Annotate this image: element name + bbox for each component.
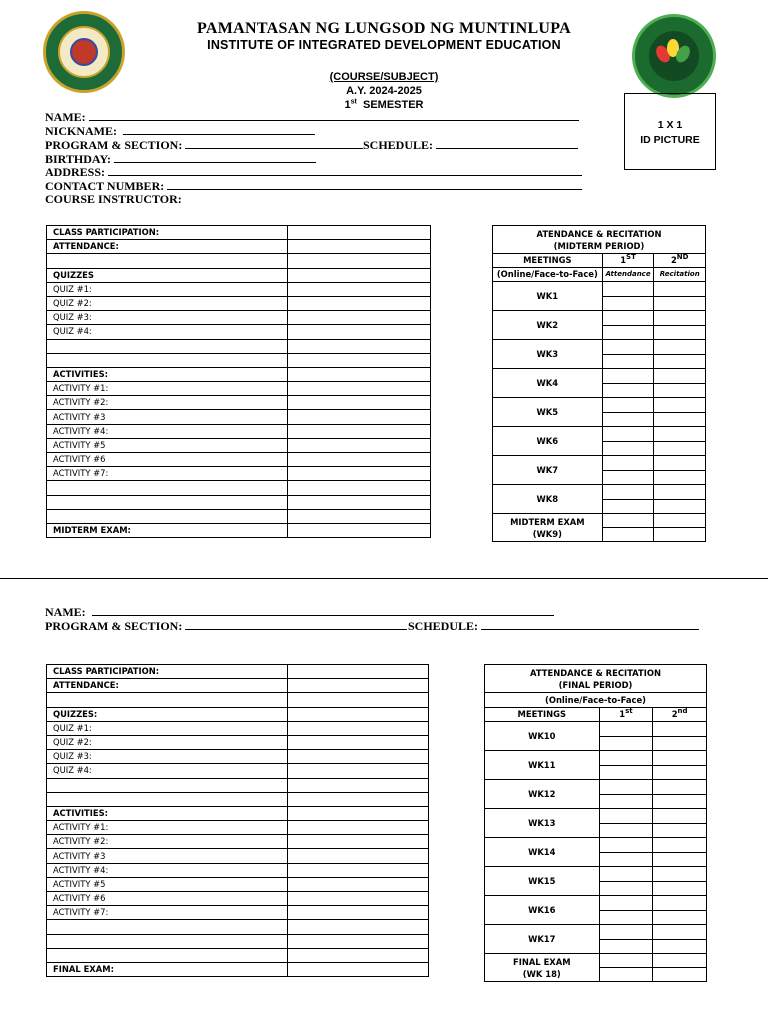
grade-label [47,509,288,523]
grade-label [47,693,288,707]
recitation-cell[interactable] [654,514,706,528]
grade-label: ACTIVITY #2: [47,835,288,849]
grade-value-cell[interactable] [288,523,431,537]
grade-row [47,367,431,381]
grade-row [47,509,431,523]
week-label: WK14 [485,838,600,867]
week-label: WK16 [485,896,600,925]
attendance-cell[interactable] [599,896,653,911]
grade-row [47,254,431,268]
grade-row [47,863,429,877]
grade-value-cell[interactable] [288,892,429,906]
grade-row [47,721,429,735]
grade-label: ACTIVITY #7: [47,906,288,920]
midterm-attendance-title: ATENDANCE & RECITATION (MIDTERM PERIOD) [493,226,706,254]
grade-label [47,934,288,948]
grade-label: ACTIVITIES: [47,806,288,820]
grade-row [47,892,429,906]
grade-label [47,792,288,806]
midterm-exam-week: MIDTERM EXAM (WK9) [493,514,603,542]
grade-label [47,920,288,934]
grade-label: ACTIVITY #6 [47,892,288,906]
recitation-cell[interactable] [654,485,706,500]
attendance-cell[interactable] [602,383,654,398]
grade-row [47,764,429,778]
grade-row [47,353,431,367]
grade-value-cell[interactable] [288,735,429,749]
grade-label [47,254,288,268]
grade-label: QUIZ #4: [47,325,288,339]
grade-row [47,693,429,707]
week-label: WK3 [493,340,603,369]
final-attendance-title: ATTENDANCE & RECITATION (FINAL PERIOD) [485,665,707,693]
university-name: PAMANTASAN NG LUNGSOD NG MUNTINLUPA [196,20,572,37]
grade-value-cell[interactable] [288,962,429,976]
grade-value-cell[interactable] [288,268,431,282]
nickname-field[interactable]: NICKNAME: [45,125,315,139]
birthday-field[interactable]: BIRTHDAY: [45,153,316,167]
grade-value-cell[interactable] [288,467,431,481]
grade-row [47,339,431,353]
grade-row [47,268,431,282]
attendance-cell[interactable] [599,852,653,867]
grade-row [47,481,431,495]
grade-label: ACTIVITY #5 [47,877,288,891]
recitation-cell[interactable] [653,968,707,982]
grade-row [47,665,429,679]
mode-header: (Online/Face-to-Face) [493,268,603,282]
second-header: 2ND [654,254,706,268]
grade-label: ACTIVITIES: [47,367,288,381]
attendance-cell[interactable] [599,794,653,809]
grade-row [47,920,429,934]
grade-value-cell[interactable] [288,311,431,325]
attendance-cell[interactable] [602,456,654,471]
grade-value-cell[interactable] [288,707,429,721]
recitation-cell[interactable] [654,499,706,514]
week-label: WK12 [485,780,600,809]
grade-label: ATTENDANCE: [47,679,288,693]
grade-value-cell[interactable] [288,438,431,452]
grade-label: ACTIVITY #4: [47,424,288,438]
grade-value-cell[interactable] [288,948,429,962]
recitation-cell[interactable] [654,325,706,340]
program-section-field[interactable]: PROGRAM & SECTION: [45,139,363,153]
grade-value-cell[interactable] [288,721,429,735]
attendance-cell[interactable] [602,427,654,442]
grade-value-cell[interactable] [288,424,431,438]
grade-value-cell[interactable] [288,877,429,891]
grade-value-cell[interactable] [288,410,431,424]
grade-label: ACTIVITY #7: [47,467,288,481]
attendance-cell[interactable] [599,925,653,940]
recitation-cell[interactable] [653,939,707,954]
grade-value-cell[interactable] [288,481,431,495]
grade-row [47,821,429,835]
week-label: WK7 [493,456,603,485]
attendance-cell[interactable] [599,939,653,954]
grade-row [47,948,429,962]
attendance-cell[interactable] [602,311,654,326]
grade-row [47,495,431,509]
attendance-cell[interactable] [602,325,654,340]
grade-value-cell[interactable] [288,296,431,310]
meetings-header: MEETINGS [493,254,603,268]
grade-row [47,325,431,339]
grade-label [47,495,288,509]
attendance-cell[interactable] [602,470,654,485]
attendance-header: Attendance [602,268,654,282]
attendance-cell[interactable] [599,765,653,780]
grade-row [47,778,429,792]
midterm-attendance-table [492,225,706,542]
grade-row [47,467,431,481]
grade-label [47,948,288,962]
recitation-cell[interactable] [654,383,706,398]
course-title: (COURSE/SUBJECT) [329,71,439,83]
recitation-cell[interactable] [653,954,707,968]
recitation-cell[interactable] [654,456,706,471]
grade-value-cell[interactable] [288,665,429,679]
week-label: WK4 [493,369,603,398]
grade-value-cell[interactable] [288,920,429,934]
grade-value-cell[interactable] [288,934,429,948]
final-attendance-table [484,664,707,982]
grade-row [47,311,431,325]
recitation-header: Recitation [654,268,706,282]
grade-label: QUIZ #2: [47,296,288,310]
grade-label: CLASS PARTICIPATION: [47,226,288,240]
grade-label: FINAL EXAM: [47,962,288,976]
second-header-2: 2nd [653,708,707,722]
grade-label [47,481,288,495]
recitation-cell[interactable] [653,823,707,838]
grade-label: ATTENDANCE: [47,240,288,254]
grade-row [47,282,431,296]
grade-value-cell[interactable] [288,396,431,410]
week-label: WK15 [485,867,600,896]
grade-row [47,396,431,410]
grade-label: QUIZ #1: [47,282,288,296]
grade-label: QUIZ #3: [47,750,288,764]
attendance-cell[interactable] [599,838,653,853]
grade-value-cell[interactable] [288,764,429,778]
attendance-cell[interactable] [599,954,653,968]
attendance-cell[interactable] [602,398,654,413]
name-field-2[interactable]: NAME: [45,606,554,620]
grade-row [47,226,431,240]
grade-row [47,835,429,849]
recitation-cell[interactable] [653,896,707,911]
grade-row [47,424,431,438]
recitation-cell[interactable] [654,296,706,311]
grade-row [47,849,429,863]
grade-row [47,962,429,976]
recitation-cell[interactable] [653,794,707,809]
grade-label: QUIZZES: [47,707,288,721]
grade-label [47,778,288,792]
grade-row [47,240,431,254]
grade-value-cell[interactable] [288,226,431,240]
grade-value-cell[interactable] [288,863,429,877]
grade-label: QUIZ #4: [47,764,288,778]
recitation-cell[interactable] [653,722,707,737]
grade-row [47,523,431,537]
recitation-cell[interactable] [654,528,706,542]
grade-value-cell[interactable] [288,509,431,523]
recitation-cell[interactable] [653,867,707,882]
grade-value-cell[interactable] [288,495,431,509]
grade-label: QUIZ #3: [47,311,288,325]
attendance-cell[interactable] [602,412,654,427]
recitation-cell[interactable] [654,398,706,413]
grade-label: ACTIVITY #3 [47,410,288,424]
id-picture-box: 1 X 1 ID PICTURE [624,93,716,170]
grade-label: ACTIVITY #4: [47,863,288,877]
grade-row [47,934,429,948]
semester: 1st SEMESTER [344,98,424,111]
grade-label: ACTIVITY #5 [47,438,288,452]
recitation-cell[interactable] [654,311,706,326]
address-field[interactable]: ADDRESS: [45,166,582,180]
attendance-cell[interactable] [602,514,654,528]
grade-value-cell[interactable] [288,806,429,820]
recitation-cell[interactable] [654,427,706,442]
attendance-cell[interactable] [599,881,653,896]
attendance-cell[interactable] [602,441,654,456]
schedule-field-2[interactable]: SCHEDULE: [408,620,699,634]
attendance-cell[interactable] [599,910,653,925]
grade-label: CLASS PARTICIPATION: [47,665,288,679]
grade-value-cell[interactable] [288,792,429,806]
grade-value-cell[interactable] [288,282,431,296]
attendance-cell[interactable] [599,751,653,766]
grade-label [47,339,288,353]
grade-row [47,438,431,452]
grade-value-cell[interactable] [288,254,431,268]
recitation-cell[interactable] [653,780,707,795]
grade-value-cell[interactable] [288,849,429,863]
week-label: WK13 [485,809,600,838]
grade-value-cell[interactable] [288,679,429,693]
grade-value-cell[interactable] [288,693,429,707]
week-label: WK6 [493,427,603,456]
grade-value-cell[interactable] [288,835,429,849]
week-label: WK10 [485,722,600,751]
grade-value-cell[interactable] [288,906,429,920]
recitation-cell[interactable] [654,470,706,485]
grade-value-cell[interactable] [288,367,431,381]
week-label: WK11 [485,751,600,780]
grade-label: QUIZZES [47,268,288,282]
grade-row [47,806,429,820]
final-exam-week: FINAL EXAM (WK 18) [485,954,600,982]
recitation-cell[interactable] [654,354,706,369]
name-field[interactable]: NAME: [45,111,579,125]
recitation-cell[interactable] [653,765,707,780]
recitation-cell[interactable] [654,340,706,355]
program-section-field-2[interactable]: PROGRAM & SECTION: [45,620,407,634]
academic-year: A.Y. 2024-2025 [346,85,422,97]
grade-row [47,679,429,693]
final-grades-table [46,664,429,977]
recitation-cell[interactable] [654,282,706,297]
grade-row [47,735,429,749]
grade-label: ACTIVITY #1: [47,382,288,396]
grade-label [47,353,288,367]
grade-label: ACTIVITY #1: [47,821,288,835]
recitation-cell[interactable] [653,852,707,867]
grade-row [47,792,429,806]
grade-label: ACTIVITY #3 [47,849,288,863]
recitation-cell[interactable] [653,736,707,751]
mode-header-2: (Online/Face-to-Face) [485,693,707,708]
recitation-cell[interactable] [653,751,707,766]
recitation-cell[interactable] [653,838,707,853]
attendance-cell[interactable] [602,282,654,297]
recitation-cell[interactable] [654,441,706,456]
grade-value-cell[interactable] [288,353,431,367]
week-label: WK5 [493,398,603,427]
grade-value-cell[interactable] [288,453,431,467]
grade-row [47,410,431,424]
grade-label: MIDTERM EXAM: [47,523,288,537]
recitation-cell[interactable] [653,881,707,896]
week-label: WK2 [493,311,603,340]
institute-name: INSTITUTE OF INTEGRATED DEVELOPMENT EDUCATION [207,38,561,52]
attendance-cell[interactable] [599,823,653,838]
midterm-grades-table [46,225,431,538]
grade-value-cell[interactable] [288,750,429,764]
first-header-2: 1st [599,708,653,722]
attendance-cell[interactable] [602,485,654,500]
attendance-cell[interactable] [602,296,654,311]
recitation-cell[interactable] [654,369,706,384]
week-label: WK17 [485,925,600,954]
contact-number-field[interactable]: CONTACT NUMBER: [45,180,582,194]
recitation-cell[interactable] [654,412,706,427]
grade-row [47,707,429,721]
grade-row [47,877,429,891]
recitation-cell[interactable] [653,809,707,824]
attendance-cell[interactable] [599,780,653,795]
grade-label: QUIZ #2: [47,735,288,749]
course-instructor-field[interactable]: COURSE INSTRUCTOR: [45,192,182,206]
grade-value-cell[interactable] [288,821,429,835]
attendance-cell[interactable] [602,499,654,514]
grade-row [47,750,429,764]
grade-value-cell[interactable] [288,325,431,339]
grade-row [47,296,431,310]
section-divider [0,578,768,579]
grade-label: ACTIVITY #2: [47,396,288,410]
schedule-field[interactable]: SCHEDULE: [363,139,578,153]
attendance-cell[interactable] [599,968,653,982]
week-label: WK1 [493,282,603,311]
grade-row [47,453,431,467]
grade-label: QUIZ #1: [47,721,288,735]
grade-value-cell[interactable] [288,339,431,353]
attendance-cell[interactable] [602,369,654,384]
grade-label: ACTIVITY #6 [47,453,288,467]
attendance-cell[interactable] [599,809,653,824]
attendance-cell[interactable] [602,528,654,542]
attendance-cell[interactable] [599,736,653,751]
attendance-cell[interactable] [599,867,653,882]
grade-value-cell[interactable] [288,778,429,792]
first-header: 1ST [602,254,654,268]
attendance-cell[interactable] [599,722,653,737]
meetings-header-2: MEETINGS [485,708,600,722]
grade-value-cell[interactable] [288,240,431,254]
week-label: WK8 [493,485,603,514]
attendance-cell[interactable] [602,354,654,369]
grade-value-cell[interactable] [288,382,431,396]
recitation-cell[interactable] [653,910,707,925]
recitation-cell[interactable] [653,925,707,940]
grade-row [47,382,431,396]
grade-row [47,906,429,920]
attendance-cell[interactable] [602,340,654,355]
